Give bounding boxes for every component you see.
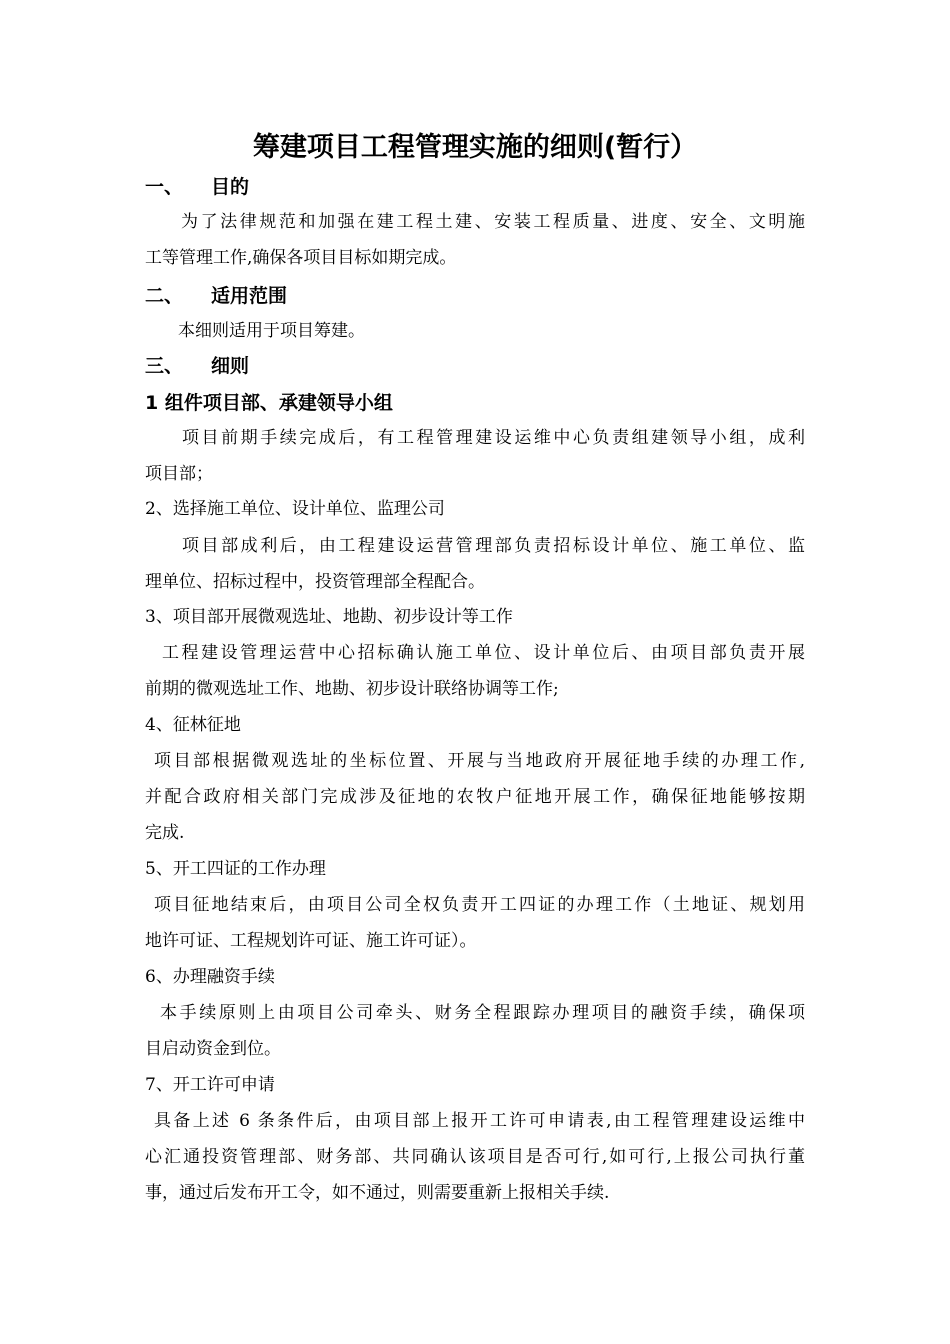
item-heading-4: 4、征林征地 xyxy=(145,715,241,735)
paragraph-line: 并配合政府相关部门完成涉及征地的农牧户征地开展工作，确保征地能够按期 xyxy=(145,787,805,807)
paragraph-line: 理单位、招标过程中，投资管理部全程配合。 xyxy=(145,572,485,592)
section-heading-scope xyxy=(145,282,287,310)
section-label: 目的 xyxy=(211,176,250,198)
section-heading-rules xyxy=(145,352,249,380)
paragraph-line: 事，通过后发布开工令，如不通过，则需要重新上报相关手续. xyxy=(145,1183,610,1203)
paragraph-line: 目启动资金到位。 xyxy=(145,1039,281,1059)
section-heading-purpose xyxy=(145,173,249,201)
paragraph-line: 项目部成利后，由工程建设运营管理部负责招标设计单位、施工单位、监 xyxy=(182,536,805,556)
document-title: 筹建项目工程管理实施的细则(暂行） xyxy=(252,132,698,163)
item-heading-1: 1 组件项目部、承建领导小组 xyxy=(145,392,393,414)
paragraph-line: 工等管理工作,确保各项目目标如期完成。 xyxy=(145,248,457,268)
item-heading-7: 7、开工许可申请 xyxy=(145,1075,275,1095)
paragraph-line: 前期的微观选址工作、地勘、初步设计联络协调等工作; xyxy=(145,679,559,699)
paragraph-line: 地许可证、工程规划许可证、施工许可证）。 xyxy=(145,931,477,951)
section-number: 三、 xyxy=(145,355,184,377)
section-label: 适用范围 xyxy=(211,285,288,307)
paragraph-line: 完成. xyxy=(145,823,185,843)
item-heading-5: 5、开工四证的工作办理 xyxy=(145,859,326,879)
item-heading-2: 2、选择施工单位、设计单位、监理公司 xyxy=(145,499,445,519)
paragraph-line: 工程建设管理运营中心招标确认施工单位、设计单位后、由项目部负责开展 xyxy=(162,643,805,663)
paragraph-line: 心汇通投资管理部、财务部、共同确认该项目是否可行,如可行,上报公司执行董 xyxy=(145,1147,805,1167)
item-heading-6: 6、办理融资手续 xyxy=(145,967,275,987)
paragraph-line: 项目部； xyxy=(145,464,213,484)
section-label: 细则 xyxy=(211,355,250,377)
paragraph-line: 具备上述 6 条条件后，由项目部上报开工许可申请表,由工程管理建设运维中 xyxy=(154,1111,805,1131)
paragraph-line: 项目前期手续完成后，有工程管理建设运维中心负责组建领导小组，成利 xyxy=(182,428,805,448)
paragraph-line: 本细则适用于项目筹建。 xyxy=(178,321,365,341)
paragraph-line: 项目部根据微观选址的坐标位置、开展与当地政府开展征地手续的办理工作, xyxy=(154,751,805,771)
paragraph-line: 本手续原则上由项目公司牵头、财务全程跟踪办理项目的融资手续，确保项 xyxy=(160,1003,805,1023)
paragraph-line: 为了法律规范和加强在建工程土建、安装工程质量、进度、安全、文明施 xyxy=(181,212,805,232)
section-number: 二、 xyxy=(145,285,184,307)
section-number: 一、 xyxy=(145,176,184,198)
paragraph-line: 项目征地结束后，由项目公司全权负责开工四证的办理工作（土地证、规划用 xyxy=(154,895,805,915)
item-heading-3: 3、项目部开展微观选址、地勘、初步设计等工作 xyxy=(145,607,513,627)
